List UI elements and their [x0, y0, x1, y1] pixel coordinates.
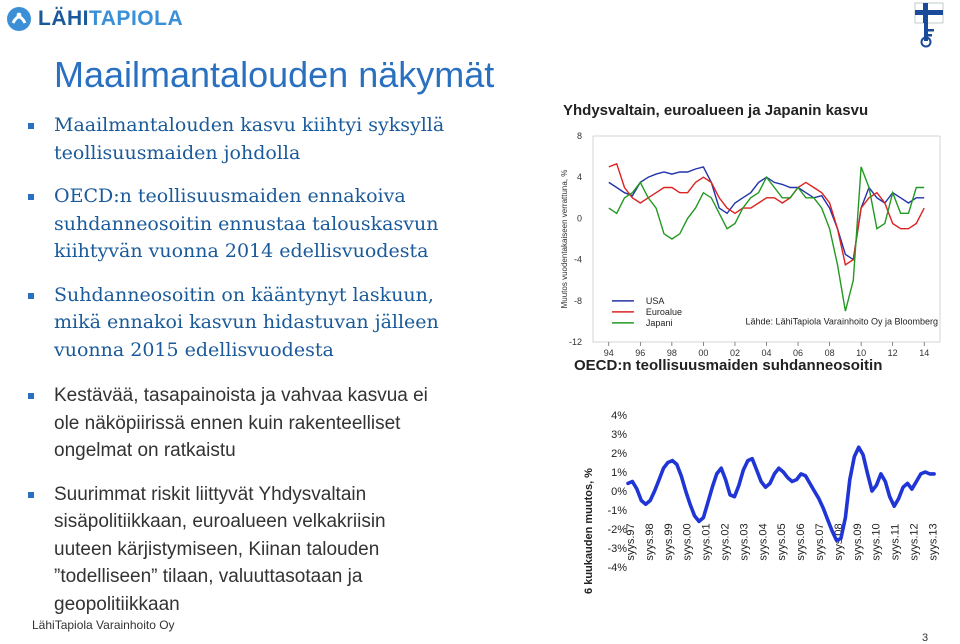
x-tick-label: syys.09 [851, 523, 864, 561]
flag-key-icon [912, 2, 946, 48]
x-tick-label: 10 [856, 348, 867, 358]
legend-label: Euroalue [645, 306, 682, 317]
footer-company: LähiTapiola Varainhoito Oy [32, 618, 175, 632]
y-axis-label: 6 kuukauden muutos, % [583, 468, 595, 594]
bullet-item [28, 382, 488, 465]
x-tick-label: syys.99 [662, 523, 675, 561]
x-tick-label: 00 [698, 348, 709, 358]
x-tick-label: syys.07 [813, 523, 826, 561]
y-tick-label: 3% [611, 429, 627, 441]
y-tick-label: 4% [611, 410, 627, 422]
y-tick-label: -3% [607, 543, 627, 555]
legend-label: Japani [645, 317, 673, 328]
growth-chart [555, 120, 955, 380]
x-tick-label: syys.10 [870, 523, 883, 561]
bullet-marker-icon [28, 393, 34, 399]
x-tick-label: syys.04 [757, 523, 770, 561]
bullet-line: OECD:n teollisuusmaiden ennakoiva [54, 185, 406, 207]
bullet-line: uuteen kärjistymiseen, Kiinan talouden [54, 538, 380, 560]
bullet-marker-icon [28, 194, 34, 200]
bullet-marker-icon [28, 123, 34, 129]
page-number: 3 [922, 632, 929, 644]
x-tick-label: syys.12 [908, 523, 921, 561]
x-tick-label: syys.98 [643, 523, 656, 561]
x-tick-label: 96 [635, 348, 646, 358]
logo-text: LÄHITAPIOLA [38, 7, 184, 30]
y-tick-label: 1% [611, 467, 627, 479]
bullet-line: Maailmantalouden kasvu kiihtyi syksyllä [54, 114, 445, 136]
bullet-line: ole näköpiirissä ennen kuin rakenteelliset [54, 412, 401, 434]
bullet-marker-icon [28, 293, 34, 299]
x-tick-label: syys.03 [738, 523, 751, 561]
x-tick-label: syys.00 [681, 523, 694, 561]
x-tick-label: syys.02 [719, 523, 732, 561]
logo-emblem-icon [6, 6, 32, 32]
x-tick-label: 08 [824, 348, 835, 358]
source-note: Lähde: LähiTapiola Varainhoito Oy ja Bloomberg [745, 316, 938, 327]
bullet-item [28, 112, 488, 167]
bullet-line: geopolitiikkaan [54, 593, 180, 615]
bullet-line: sisäpolitiikkaan, euroalueen velkakriisin [54, 511, 386, 532]
bullet-line: Kestävää, tasapainoista ja vahvaa kasvua ei [54, 385, 428, 406]
oecd-indicator-chart [570, 380, 960, 612]
x-tick-label: 94 [603, 348, 614, 358]
x-tick-label: 04 [761, 348, 772, 358]
y-tick-label: 0% [611, 486, 627, 498]
bullet-line: Suhdanneosoitin on kääntynyt laskuun, [54, 283, 434, 306]
company-logo [6, 6, 183, 32]
chart2-title: OECD:n teollisuusmaiden suhdanneosoitin [574, 357, 883, 373]
y-tick-label: 0 [576, 213, 582, 224]
x-tick-label: syys.11 [889, 523, 902, 561]
chart1-title: Yhdysvaltain, euroalueen ja Japanin kasvu [563, 102, 869, 119]
x-tick-label: 06 [793, 348, 804, 358]
bullet-line: vuonna 2015 edellisvuodesta [54, 338, 334, 361]
y-tick-label: -4 [573, 254, 582, 265]
x-tick-label: syys.13 [927, 523, 940, 561]
bullet-item [28, 282, 488, 365]
x-tick-label: syys.97 [625, 523, 637, 561]
x-tick-label: syys.01 [700, 523, 713, 561]
x-tick-label: 14 [919, 348, 930, 358]
bullet-line: Suurimmat riskit liittyvät Yhdysvaltain [54, 483, 367, 505]
y-tick-label: -4% [607, 562, 627, 574]
slide-title: Maailmantalouden näkymät [54, 54, 495, 95]
series-line-japani [609, 167, 924, 311]
bullet-line: suhdanneosoitin ennustaa talouskasvun [54, 212, 439, 235]
y-tick-label: -1% [607, 505, 627, 517]
bullet-line: kiihtyvän vuonna 2014 edellisvuodesta [54, 240, 429, 262]
x-tick-label: 98 [666, 348, 677, 358]
bullet-marker-icon [28, 492, 34, 498]
bullet-line: mikä ennakoi kasvun hidastuvan jälleen [54, 311, 439, 333]
bullet-line: ”todelliseen” tilaan, valuuttasotaan ja [54, 566, 363, 587]
x-tick-label: 12 [887, 348, 898, 358]
series-line-euroalue [609, 164, 924, 265]
y-axis-label: Muutos vuodentakaiseen verrattuna, % [560, 169, 569, 309]
y-tick-label: 2% [611, 448, 627, 460]
y-tick-label: -2% [607, 524, 627, 536]
bullet-item [28, 183, 488, 266]
series-line-usa [609, 167, 924, 260]
y-tick-label: -8 [573, 295, 582, 306]
y-tick-label: 4 [576, 172, 582, 183]
x-tick-label: syys.08 [832, 523, 845, 561]
legend-label: USA [645, 295, 665, 306]
y-tick-label: 8 [576, 131, 582, 141]
x-tick-label: syys.06 [795, 523, 808, 561]
bullet-list [28, 112, 488, 618]
bullet-line: teollisuusmaiden johdolla [54, 141, 301, 164]
x-tick-label: syys.05 [776, 523, 789, 561]
x-tick-label: 02 [729, 348, 740, 358]
bullet-line: ongelmat on ratkaistu [54, 440, 236, 461]
y-tick-label: -12 [568, 337, 582, 347]
bullet-item [28, 481, 488, 619]
